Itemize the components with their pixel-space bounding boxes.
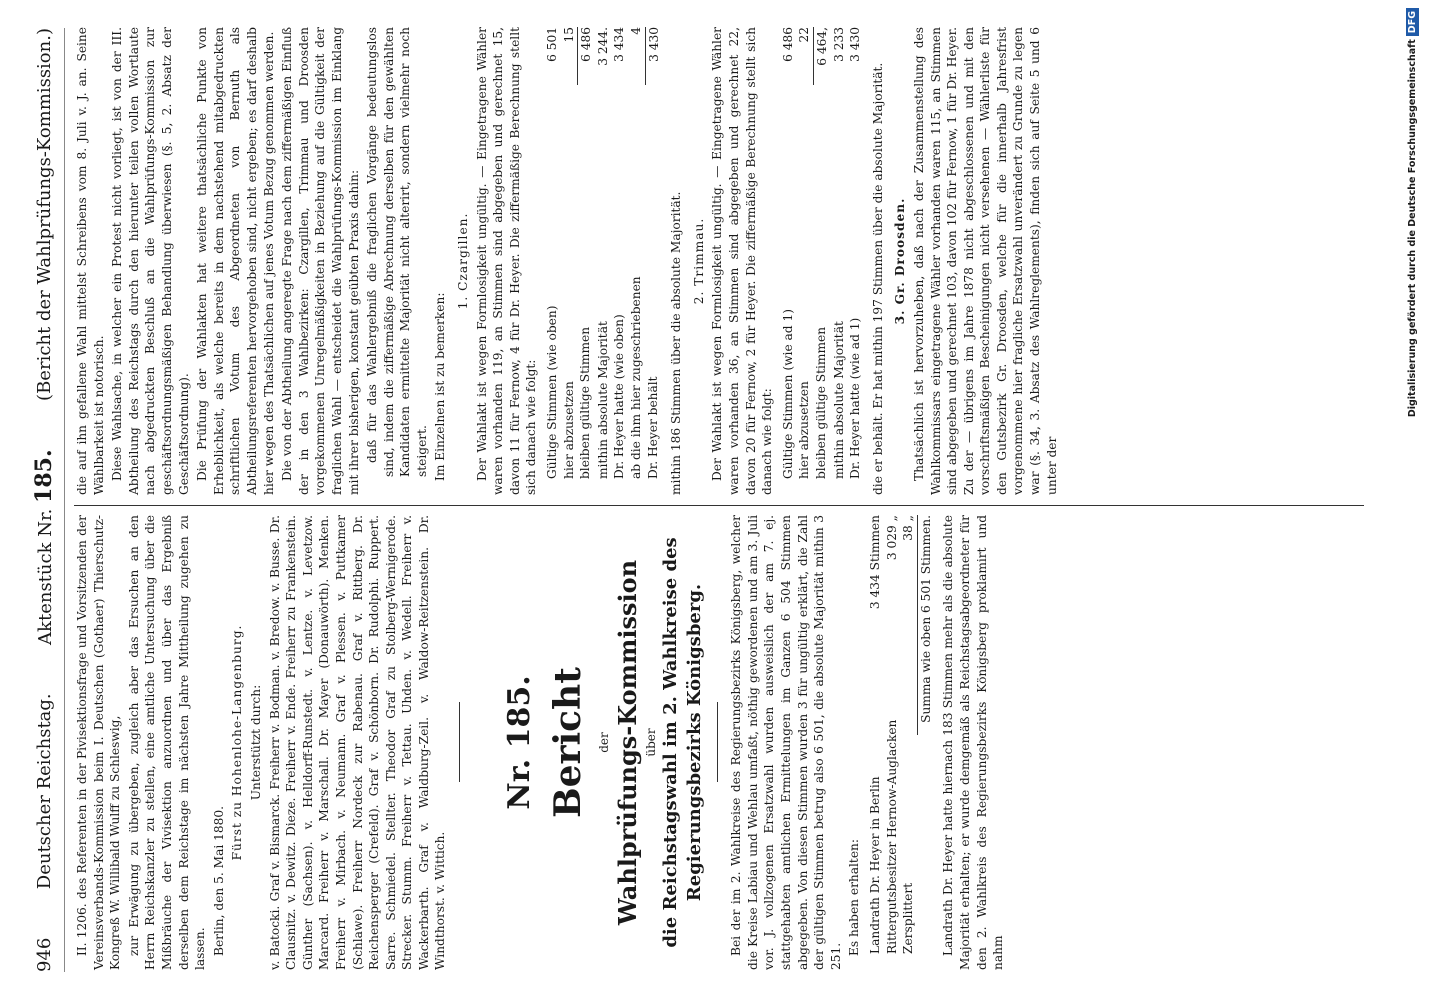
digitization-credit (1392, 0, 1432, 1000)
section-heading: 3. Gr. Droosden. (893, 197, 908, 325)
page-number: 946 (33, 937, 55, 972)
page-header (24, 28, 65, 972)
header-document: Aktenstück Nr. 185. (31, 449, 57, 645)
left-column (74, 515, 1009, 970)
vote-row: Zersplittert 38 „ (901, 515, 916, 954)
vote-sum: Summa wie oben 6 501 Stimmen. (917, 515, 935, 954)
paragraph: Thatsächlich ist hervorzuheben, daß nach der Zusammenstellung des Wahlkommissars eingetragene Wähler vorhanden waren 115, an Stimmen sind abgegeben und gerechnet 103, davon 102 für Fernow, 1 für Dr. Heyer. Zu der — übrigens im Jahre 1878 nicht abgeschlossenen und mit den vorschriftsmäßigen Bescheinigungen nicht versehenen — Wählerliste für den Gutsbezirk Gr. Droosden, welche für die innerhalb Jahresfrist vorgenommene hier fragliche Ersatzwahl unverändert zu Grunde zu legen war (§. 34, 3. Absatz des Wahlreglements), finden sich auf Seite 5 und 6 unter der (911, 27, 1059, 495)
right-column (74, 27, 1062, 495)
supporter-names: v. Batocki. Graf v. Bismarck. Freiherr v. Bodman. v. Bredow. v. Busse. Dr. Clausnitz. v. Dewitz. Dieze. Freiherr v. Ende. Freiherr zu Frankenstein. Günther (Sachsen). v. Helldorff-Runstedt. v. Lentze. v. Levetzow. Marcard. Freiherr v. Marschall. Dr. Mayer (Donauwörth). Menken. Freiherr v. Mirbach. v. Neumann. Graf v. Plessen. v. Puttkamer (Schlawe). Freiherr Nordeck zur Rabenau. Graf v. Rittberg. Dr. Reichensperger (Crefeld). Graf v. Schönborn. Dr. Rudolphi. Ruppert. Sarre. Schmiedel. Stellter. Theodor Graf zu Stolberg-Wernigerode. Strecker. Stumm. Freiherr v. Tettau. Uhden. v. Wedell. Freiherr v. Wackerbarth. Graf v. Waldburg-Zeil. v. Waldow-Reitzenstein. Dr. Windthorst. v. Wittich. (267, 515, 448, 970)
paragraph: Im Einzelnen ist zu bemerken: (433, 292, 448, 481)
calc-row: Dr. Heyer behält 3 430 (645, 27, 661, 479)
paragraph: II. 1206. des Referenten in der Pivisektionsfrage und Vorsitzenden der Vereinsverbands-Kommission beim I. Deutschen (Gothaer) Thierschutz-Kongreß W. Willibald Wulff zu Schleswig, (75, 515, 123, 970)
credit-text: Digitalisierung gefördert durch die Deutsche Forschungsgemeinschaft (1406, 39, 1418, 418)
calculation-1 (544, 27, 662, 479)
calc-row: hier abzusetzen 15 (561, 27, 576, 479)
title-der: der (597, 732, 612, 753)
vote-row: Landrath Dr. Heyer in Berlin 3 434 Stimmen (868, 515, 882, 954)
calc-row: bleiben gültige Stimmen 6 464, (813, 27, 829, 479)
paragraph: die auf ihn gefallene Wahl mittelst Schreibens vom 8. Juli v. J. an. Seine Wählbarkeit ist notorisch. (75, 27, 106, 495)
paragraph: Die von der Abtheilung angeregte Frage nach dem ziffermäßigen Einfluß der in den 3 Wahlbezirken: Czargillen, Trimmau und Droosden vorgekommenen Unregelmäßigkeiten in Beziehung auf die Gültigkeit der fraglichen Wahl — entscheidet die Wahlprüfungs-Kommission im Einklang mit ihrer bisherigen, konstant geübten Praxis dahin: (280, 27, 361, 495)
paragraph: Landrath Dr. Heyer hatte hiernach 183 Stimmen mehr als die absolute Majorität erhalten; er wurde demgemäß als Reichstagsabgeordneter für den 2. Wahlkreis des Regierungsbezirks Königsberg proklamirt und nahm (941, 515, 1006, 970)
calc-row: mithin absolute Majorität 3 244. (595, 27, 610, 479)
column-divider (74, 505, 1364, 506)
calc-row: bleiben gültige Stimmen 6 486 (578, 27, 594, 479)
vote-row: Rittergutsbesitzer Hernow-Auglacken 3 029 „ (884, 515, 899, 954)
vote-list (867, 515, 934, 954)
paragraph: Der Wahlakt ist wegen Formlosigkeit ungültig. — Eingetragene Wähler waren vorhanden 119, an Stimmen sind abgegeben und gerechnet 15, davon 11 für Fernow, 4 für Dr. Heyer. Die ziffermäßige Berechnung stellt sich danach wie folgt: (474, 27, 539, 495)
title-ueber: über (643, 728, 658, 757)
paragraph: daß für das Wahlergebniß die fraglichen Vorgänge bedeutungslos sind, indem die ziffermäßige Abrechnung derselben für den gewählten Kandidaten ermittelte Majorität nicht alterirt, sondern vielmehr noch steigert. (365, 27, 429, 477)
paragraph: Der Wahlakt ist wegen Formlosigkeit ungültig. — Eingetragene Wähler waren vorhanden 36, an Stimmen sind abgegeben und gerechnet 22, davon 20 für Fernow, 2 für Heyer. Die ziffermäßige Berechnung stellt sich danach wie folgt: (710, 27, 775, 495)
header-section: (Bericht der Wahlprüfungs-Kommission.) (33, 28, 55, 401)
paragraph: Die Prüfung der Wahlakten hat weitere thatsächliche Punkte von Erheblichkeit, als welche bereits in dem nachstehend mitabgedruckten schriftlichen Votum des Abgeordneten von Bernuth als Abtheilungsreferenten hervorgehoben sind, nicht ergeben; es darf deshalb hier wegen des Thatsächlichen auf jenes Votum Bezug genommen werden. (195, 27, 276, 495)
section-heading: 2. Trimmau. (691, 217, 706, 305)
calc-conclusion: die er behält. Er hat mithin 197 Stimmen über die absolute Majorität. (870, 62, 885, 495)
calc-row: Gültige Stimmen (wie ad 1) 6 486 (780, 27, 795, 479)
calc-row: ab die ihm hier zugeschriebenen 4 (629, 27, 643, 479)
calc-row: Gültige Stimmen (wie oben) 6 501 (545, 27, 560, 479)
report-title: Bericht (547, 667, 590, 818)
calc-row: mithin absolute Majorität 3 233 (831, 27, 846, 479)
calculation-2 (780, 27, 864, 479)
calc-conclusion: mithin 186 Stimmen über die absolute Majorität. (669, 191, 684, 495)
report-number: Nr. 185. (502, 675, 538, 810)
calc-row: Dr. Heyer hatte (wie oben) 3 434 (612, 27, 627, 479)
report-subject: die Reichstagswahl im 2. Wahlkreise des Regierungsbezirks Königsberg. (660, 537, 706, 948)
commission-name: Wahlprüfungs-Kommission (612, 559, 642, 926)
supported-label: Unterstützt durch: (248, 684, 263, 801)
paragraph: zur Erwägung zu übergeben, zugleich aber das Ersuchen an den Herrn Reichskanzler zu stellen, eine amtliche Untersuchung über die Mißbräuche der Vivisektion anzuordnen und über das Ergebniß derselben dem Reichstage im nächsten Jahre Mittheilung zugehen zu lassen. (126, 515, 208, 970)
section-heading: 1. Czargillen. (456, 212, 471, 310)
dfg-logo: DFG (1406, 8, 1419, 36)
paragraph: Bei der im 2. Wahlkreise des Regierungsbezirks Königsberg, welcher die Kreise Labiau und Wehlau umfaßt, nöthig gewordenen und am 3. Juli vor. J. vollzogenen Ersatzwahl wurden ausweislich der am 7. ej. stattgehabten amtlichen Ermittelungen im Ganzen 6 504 Stimmen abgegeben. Von diesen Stimmen wurden 3 für ungültig erklärt, die Zahl der gültigen Stimmen betrug also 6 501, die absolute Majorität mithin 3 251. (729, 515, 843, 970)
signer: Fürst zu Hohenlohe-Langenburg. (230, 624, 245, 861)
paragraph: Es haben erhalten: (847, 839, 862, 956)
header-publication: Deutscher Reichstag. (33, 693, 55, 890)
header-number: 185. (31, 449, 57, 503)
paragraph: Diese Wahlsache, in welcher ein Protest nicht vorliegt, ist von der III. Abtheilung des Reichstags durch den hierunter teilen vollen Wortlaute nach abgedruckten Beschluß an die Wahlprüfungs-Kommission zur geschäftsordnungsmäßigen Behandlung überwiesen (§. 5, 2. Absatz der Geschäftsordnung). (110, 27, 191, 495)
divider-rule (717, 703, 718, 783)
date-line: Berlin, den 5. Mai 1880. (211, 805, 226, 956)
calc-row: hier abzusetzen 22 (797, 27, 812, 479)
calc-row: Dr. Heyer hatte (wie ad 1) 3 430 (848, 27, 863, 479)
divider-rule (459, 703, 460, 783)
